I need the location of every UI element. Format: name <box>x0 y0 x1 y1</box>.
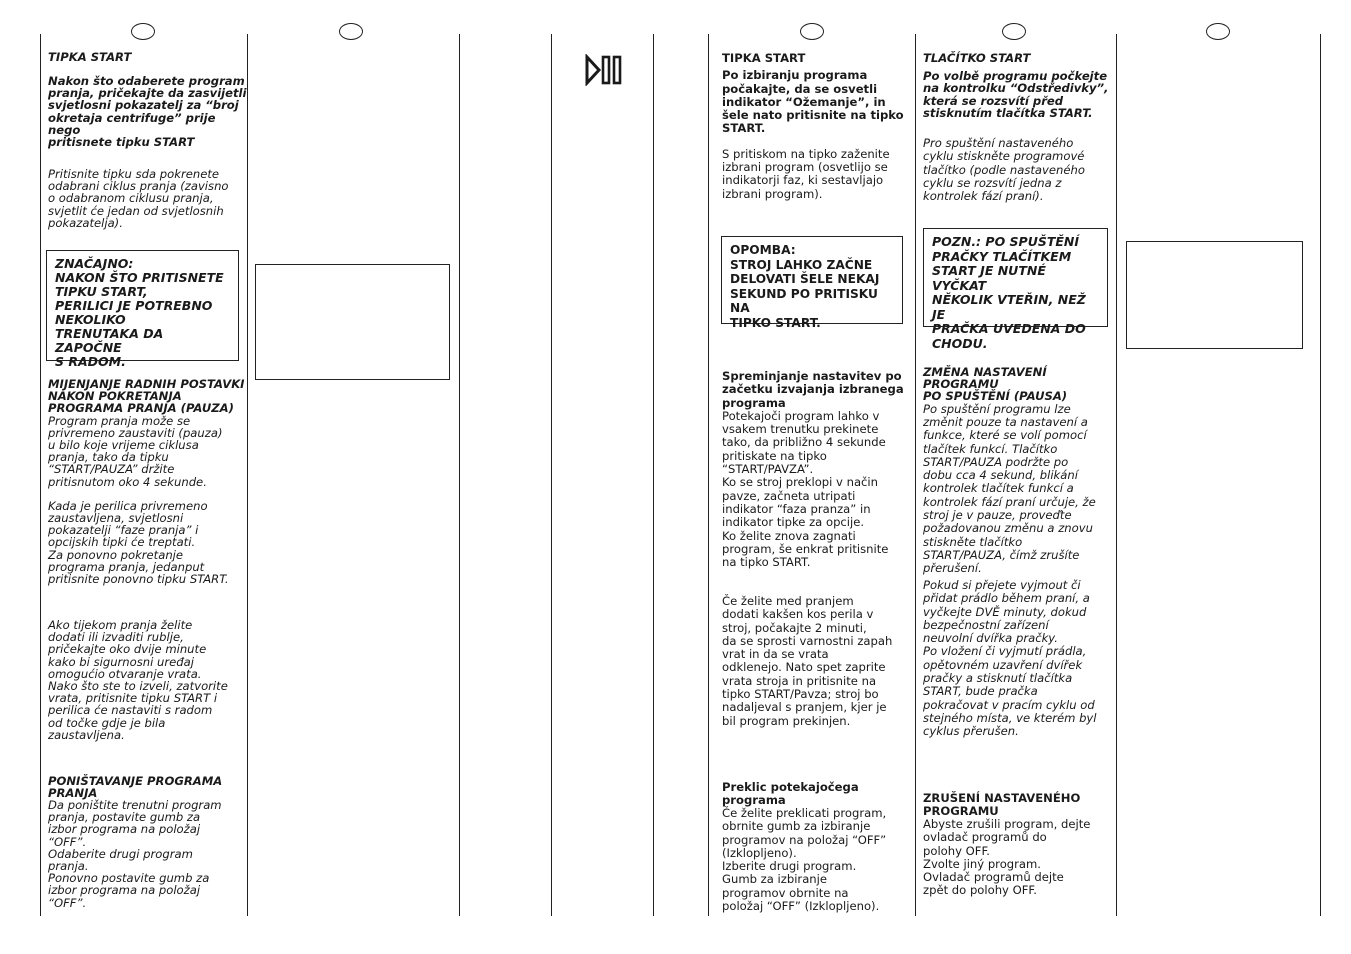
column-rule <box>915 34 916 916</box>
language-badge <box>1002 23 1026 40</box>
column-rule <box>1116 34 1117 916</box>
section-title: ZRUŠENÍ NASTAVENÉHO PROGRAMU <box>923 791 1081 819</box>
column-rule <box>653 34 654 916</box>
column-rule <box>1320 34 1321 916</box>
body-text: Program pranja može se privremeno zaustaviti (pauza) u bilo koje vrijeme ciklusa pranja, tako da tipku “START/PAUZA” držite pritisnutom oko 4 sekunde. <box>48 413 223 489</box>
body-text: Če želite med pranjem dodati kakšen kos perila v stroj, počakajte 2 minuti, da se sprosti varnostni zapah vrat in da se vrata odklenejo. Nato spet zaprite vrata stroja in pritisnite na tipko START/Pavza; stroj bo nadaljeval s pranjem, kjer je bil program prekinjen. <box>722 594 893 728</box>
empty-box <box>255 264 450 380</box>
intro-text: Po volbě programu počkejte na kontrolku “Odstředivky”, která se rozsvítí před stisknutím tlačítka START. <box>923 69 1109 120</box>
note-box: POZN.: PO SPUŠTĚNÍ PRAČKY TLAČÍTKEM START JE NUTNÉ VYČKAT NĚKOLIK VTEŘIN, NEŽ JE PRAČKA UVEDENA DO CHODU. <box>923 228 1108 327</box>
section-title: MIJENJANJE RADNIH POSTAVKI NAKON POKRETANJA PROGRAMA PRANJA (PAUZA) <box>48 377 245 416</box>
intro-text: Nakon što odaberete program pranja, pričekajte da zasvijetli svjetlosni pokazatelj za “broj okretaja centrifuge” prije nego pritisnete tipku START <box>48 74 247 150</box>
column-rule <box>459 34 460 916</box>
body-text: Po spuštění programu lze změnit pouze ta nastavení a funkce, které se volí pomocí tlačítek funkcí. Tlačítko START/PAUZA podržte po dobu cca 4 sekund, blikání kontrolek tlačítek funkcí a kontrolek fází praní určuje, že stroj je v pauze, proveďte požadovanou změnu a znovu stiskněte tlačítko START/PAUZA, čímž zrušíte přerušení. <box>923 401 1096 576</box>
section-title: Spreminjanje nastavitev po začetku izvajanja izbranega programa <box>722 369 904 410</box>
body-text: Če želite preklicati program, obrnite gumb za izbiranje programov na položaj “OFF” (Izklopljeno). Izberite drugi program. Gumb za izbiranje programov obrnite na položaj “OFF” (Izklopljeno). <box>722 806 887 914</box>
body-text: Pritisnite tipku sda pokrenete odabrani ciklus pranja (zavisno o odabranom ciklusu pranja, svjetlit će jedan od svjetlosnih pokazatelja). <box>48 167 229 230</box>
column-sl <box>722 52 912 201</box>
body-text: Abyste zrušili program, dejte ovladač programů do polohy OFF. Zvolte jiný program. Ovladač programů dejte zpět do polohy OFF. <box>923 817 1091 898</box>
section-title: TIPKA START <box>722 51 806 65</box>
column-hr-lower <box>48 377 248 910</box>
intro-text: Po izbiranju programa počakajte, da se osvetli indikator “Ožemanje”, in šele nato pritisnite na tipko START. <box>722 68 904 136</box>
column-rule <box>40 34 41 916</box>
body-text: Pro spuštění nastaveného cyklu stiskněte programové tlačítko (podle nastaveného cyklu se rozsvítí jedna z kontrolek fází praní). <box>923 136 1085 204</box>
section-title: ZMĚNA NASTAVENÍ PROGRAMU PO SPUŠTĚNÍ (PAUSA) <box>923 365 1068 404</box>
note-box: OPOMBA: STROJ LAHKO ZAČNE DELOVATI ŠELE NEKAJ SEKUND PO PRITISKU NA TIPKO START. <box>721 236 903 324</box>
language-badge <box>131 23 155 40</box>
body-text: Potekajoči program lahko v vsakem trenutku prekinete tako, da približno 4 sekunde pritiskate na tipko “START/PAVZA”. Ko se stroj preklopi v način pavze, začneta utripati indikator “faza pranza” in indikator tipke za opcije. Ko želite znova zagnati program, še enkrat pritisnite na tipko START. <box>722 408 889 570</box>
column-rule <box>551 34 552 916</box>
section-title: PONIŠTAVANJE PROGRAMA PRANJA <box>48 774 223 801</box>
body-text: Ako tijekom pranja želite dodati ili izvaditi rublje, pričekajte oko dvije minute kako bi sigurnosni uređaj omogućio otvaranje vrata. Nako što ste to izveli, zatvorite vrata, pritisnite tipku START i perilica će nastaviti s radom od točke gdje je bila zaustavljena. <box>48 618 228 742</box>
body-text: Pokud si přejete vyjmout či přidat prádlo během praní, a vyčkejte DVĚ minuty, dokud bezpečnostní zařízení neuvolní dvířka pračky. Po vložení či vyjmutí prádla, opětovném uzavření dvířek pračky a stisknutí tlačítka START, bude pračka pokračovat v pracím cyklu od stejného místa, ve kterém byl cyklus přerušen. <box>923 578 1097 739</box>
body-text: Kada je perilica privremeno zaustavljena, svjetlosni pokazatelji “faze pranja” i opcijskih tipki će treptati. Za ponovno pokretanje programa pranja, jedanput pritisnite ponovno tipku START. <box>48 498 229 587</box>
section-title: TLAČÍTKO START <box>923 51 1031 65</box>
body-text: Da poništite trenutni program pranja, postavite gumb za izbor programa na položaj “OFF”. Odaberite drugi program pranja. Ponovno postavite gumb za izbor programa na položaj “OFF”. <box>48 798 222 910</box>
language-badge <box>339 23 363 40</box>
column-hr <box>48 50 248 230</box>
column-rule <box>708 34 709 916</box>
note-box: ZNAČAJNO: NAKON ŠTO PRITISNETE TIPKU START, PERILICI JE POTREBNO NEKOLIKO TRENUTAKA DA ZAPOČNE S RADOM. <box>46 250 239 361</box>
section-title: Preklic potekajočega programa <box>722 780 859 808</box>
empty-box <box>1126 241 1303 349</box>
language-badge <box>1206 23 1230 40</box>
play-pause-icon <box>585 54 625 86</box>
column-cs <box>923 52 1115 204</box>
section-title: TIPKA START <box>48 50 132 64</box>
language-badge <box>800 23 824 40</box>
column-sl-lower <box>722 369 912 914</box>
column-cs-lower <box>923 365 1115 898</box>
body-text: S pritiskom na tipko zaženite izbrani program (osvetlijo se indikatorji faz, ki sestavljajo izbrani program). <box>722 146 890 201</box>
